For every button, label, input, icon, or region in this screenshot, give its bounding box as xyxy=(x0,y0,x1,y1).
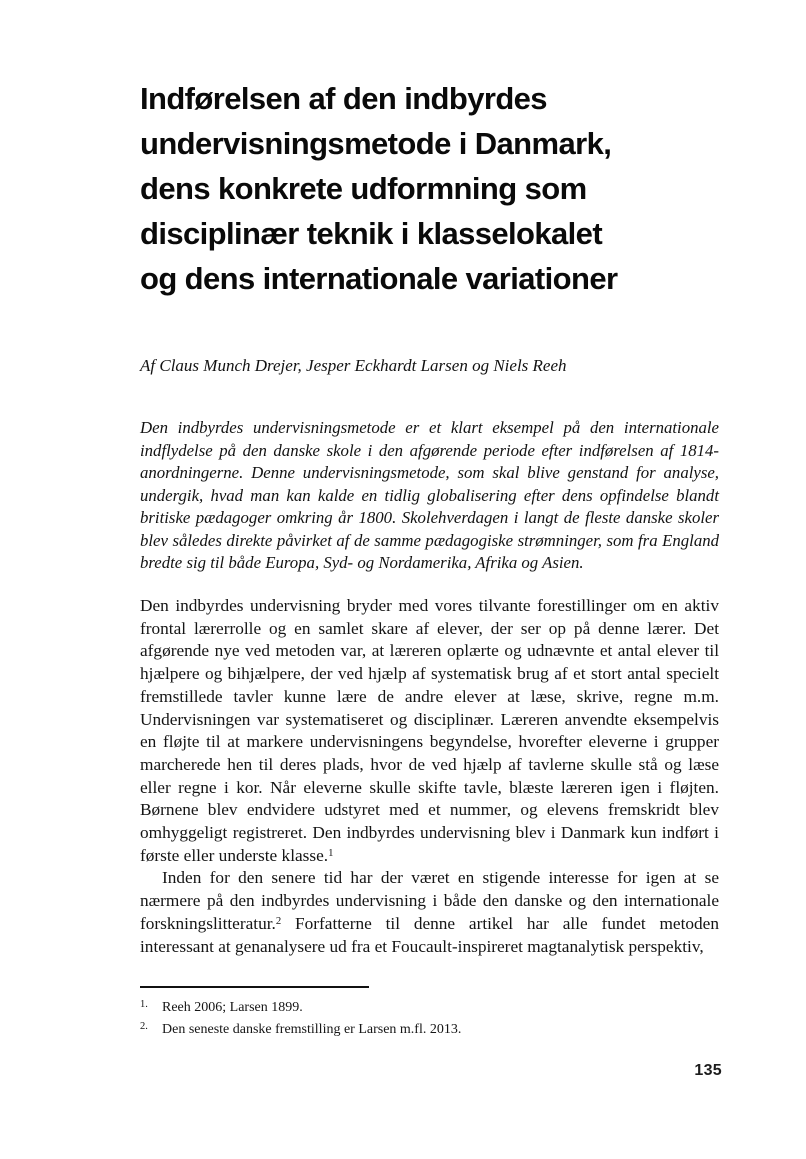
footnote-text: Reeh 2006; Larsen 1899. xyxy=(162,1000,303,1015)
article-byline: Af Claus Munch Drejer, Jesper Eckhardt Larsen og Niels Reeh xyxy=(140,356,567,375)
page-number: 135 xyxy=(694,1062,722,1079)
title-line: Indførelsen af den indbyrdes xyxy=(140,81,547,116)
title-line: dens konkrete udformning som xyxy=(140,171,587,206)
footnote-marker: 2. xyxy=(140,1021,148,1032)
body-paragraph: Den indbyrdes undervisning bryder med vores tilvante forestillinger om en aktiv frontal lærerrolle og en samlet skare af elever, der ser op på denne lærer. Det afgørende nye ved metoden var, at læreren oplærte og udnævnte et antal elever til hjælpere og bihjælpere, der ved hjælp af systematisk brug af et stort antal specielt fremstillede tavler kunne lære de andre elever at læse, skrive, regne m.m. Undervisningen var systematiseret og disciplinær. Læreren anvendte eksempelvis en fløjte til at markere undervisningens begyndelse, hvorefter eleverne i grupper marcherede hen til deres plads, hvor de ved hjælp af tavlerne skulle stå og læse eller regne i kor. Når eleverne skulle skifte tavle, blæste læreren igen i fløjten. Børnene blev endvidere udstyret med et nummer, og elevens fremskridt blev omhyggeligt registreret. Den indbyrdes undervisning blev i Danmark kun indført i første eller underste klasse.$^1$ xyxy=(140,596,719,865)
footnote-separator-rule xyxy=(140,986,369,988)
title-line: disciplinær teknik i klasselokalet xyxy=(140,216,603,251)
footnote-reference: 2 xyxy=(275,915,282,928)
footnote-marker: 1. xyxy=(140,999,148,1010)
title-line: undervisningsmetode i Danmark, xyxy=(140,126,612,161)
body-paragraph: Inden for den senere tid har der været en stigende interesse for igen at se nærmere på den indbyrdes undervisning i både den danske og den internationale forskningslitteratur.$^2$ Forfatterne til denne artikel har alle fundet metoden interessant at genanalysere ud fra et Foucault-inspireret magtanalytisk perspektiv, xyxy=(140,868,719,956)
article-abstract: Den indbyrdes undervisningsmetode er et klart eksempel på den internationale indflydelse på den danske skole i den afgørende periode efter indførelsen af 1814-anordningerne. Denne undervisningsmetode, som skal blive genstand for analyse, undergik, hvad man kan kalde en tidlig globalisering efter dens opfindelse blandt britiske pædagoger omkring år 1800. Skolehverdagen i langt de fleste danske skoler blev således direkte påvirket af de samme pædagogiske strømninger, som fra England bredte sig til både Europa, Syd- og Nordamerika, Afrika og Asien. xyxy=(140,418,719,572)
article-body xyxy=(140,595,719,958)
footnote-list xyxy=(140,997,719,1041)
title-line: og dens internationale variationer xyxy=(140,261,618,296)
footnote-item xyxy=(140,997,719,1019)
footnote-item xyxy=(140,1019,719,1041)
footnote-reference: 1 xyxy=(328,846,334,859)
article-title xyxy=(140,76,719,301)
footnote-text: Den seneste danske fremstilling er Larsen m.fl. 2013. xyxy=(162,1022,462,1037)
footnotes-section xyxy=(140,986,719,1041)
